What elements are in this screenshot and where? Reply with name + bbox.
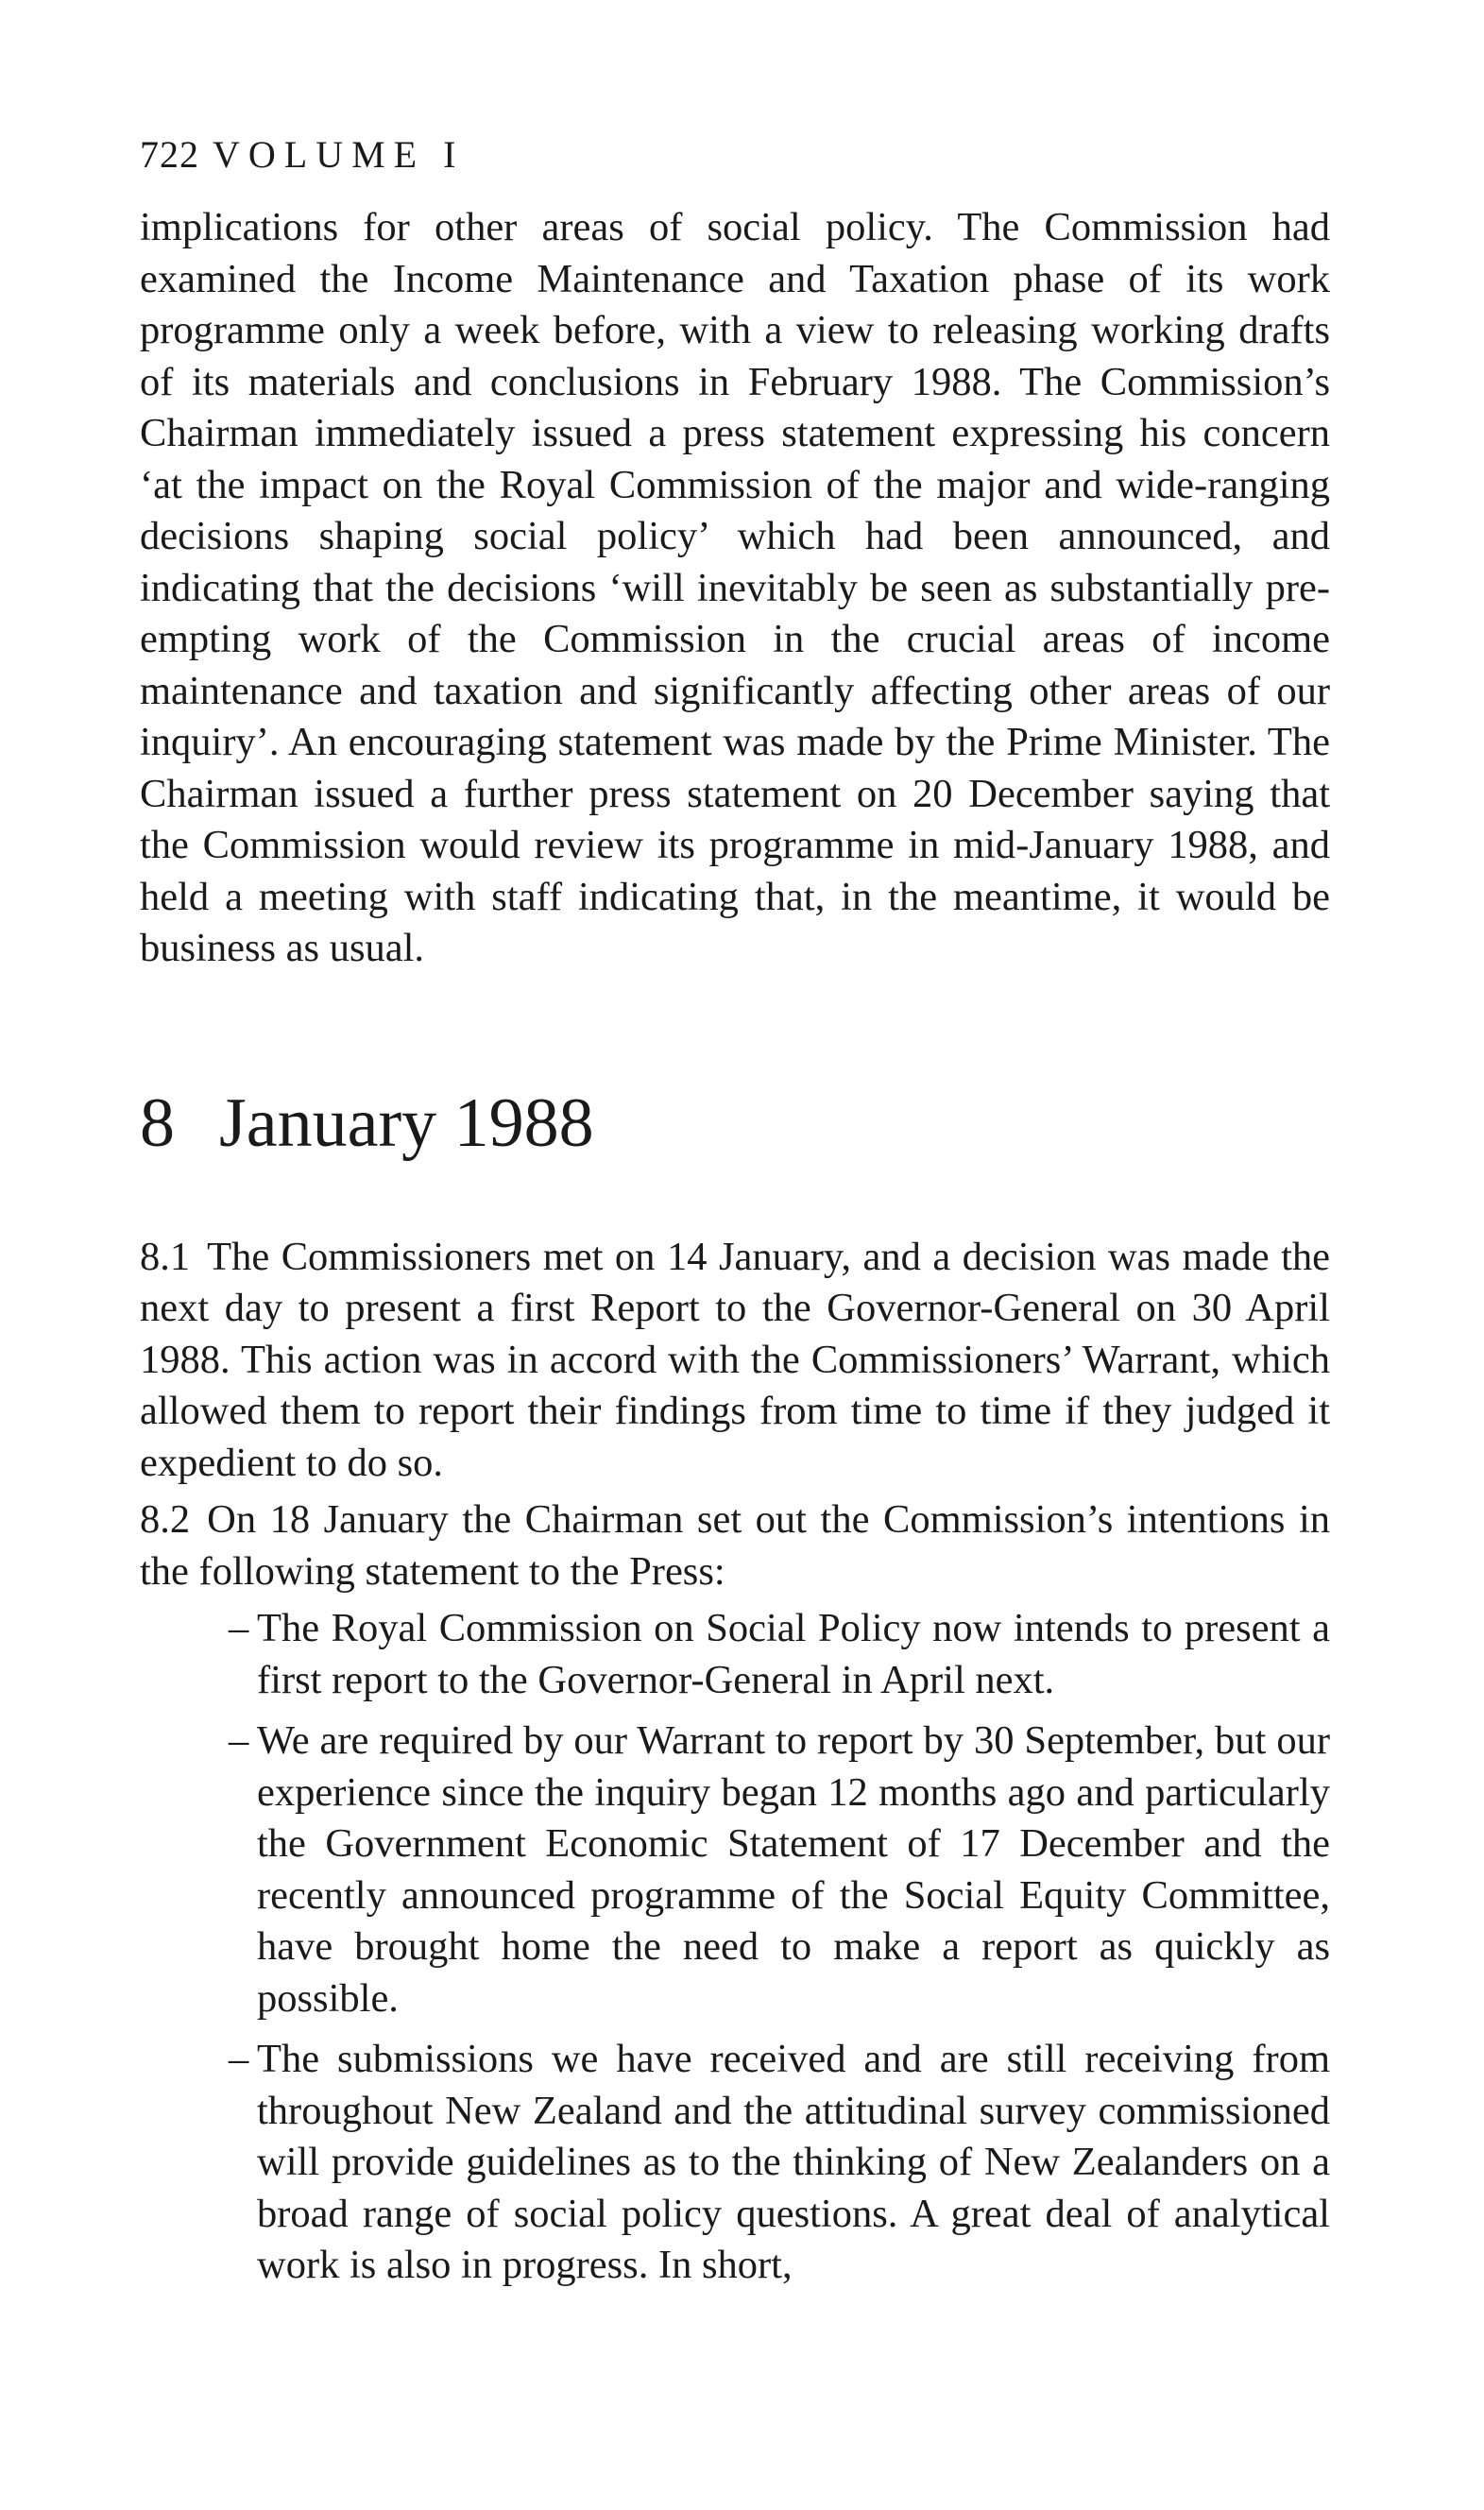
dash-marker: – xyxy=(229,1606,249,1650)
list-item-text: The Royal Commission on Social Policy now intends to present a first report to the Governor-General in April next. xyxy=(257,1606,1330,1702)
list-item-text: We are required by our Warrant to report by 30 September, but our experience since the inquiry began 12 months ago and particularly the Government Economic Statement of 17 December and the recently announced programme of the Social Equity Committee, have brought home the need to make a report as quickly as possible. xyxy=(257,1718,1330,2021)
volume-label: VOLUME I xyxy=(213,133,465,176)
press-statement-list xyxy=(140,1603,1330,2292)
document-page xyxy=(140,132,1330,2301)
dash-marker: – xyxy=(229,1718,249,1763)
paragraph-8-2 xyxy=(140,1494,1330,1597)
paragraph-text: On 18 January the Chairman set out the Commission’s intentions in the following statement to the Press: xyxy=(140,1497,1330,1594)
paragraph-text: The Commissioners met on 14 January, and a decision was made the next day to present a first Report to the Governor-General on 30 April 1988. This action was in accord with the Commissioners’ Warrant, which allowed them to report their findings from time to time if they judged it expedient to do so. xyxy=(140,1234,1330,1485)
section-number: 8 xyxy=(140,1084,175,1162)
list-item-text: The submissions we have received and are still receiving from throughout New Zealand and the attitudinal survey commissioned will provide guidelines as to the thinking of New Zealanders on a broad range of social policy questions. A great deal of analytical work is also in progress. In short, xyxy=(257,2037,1330,2287)
list-item xyxy=(229,2034,1330,2292)
list-item xyxy=(229,1716,1330,2024)
dash-marker: – xyxy=(229,2037,249,2081)
page-number: 722 xyxy=(140,133,199,176)
section-title: January 1988 xyxy=(219,1084,594,1162)
paragraph-8-1 xyxy=(140,1232,1330,1490)
section-heading xyxy=(140,1081,1330,1166)
paragraph-number: 8.1 xyxy=(140,1234,191,1279)
list-item xyxy=(229,1603,1330,1706)
running-head xyxy=(140,132,1330,178)
intro-paragraph: implications for other areas of social policy. The Commission had examined the Income Maintenance and Taxation phase of its work programme only a week before, with a view to releasing working drafts of its materials and conclusions in February 1988. The Commission’s Chairman immediately issued a press statement expressing his concern ‘at the impact on the Royal Commission of the major and wide-ranging decisions shaping social policy’ which had been announced, and indicating that the decisions ‘will inevitably be seen as substantially pre-empting work of the Commission in the crucial areas of income maintenance and taxation and significantly affecting other areas of our inquiry’. An encouraging statement was made by the Prime Minister. The Chairman issued a further press statement on 20 December saying that the Commission would review its programme in mid-January 1988, and held a meeting with staff indicating that, in the meantime, it would be business as usual. xyxy=(140,205,1330,970)
paragraph-number: 8.2 xyxy=(140,1497,191,1542)
